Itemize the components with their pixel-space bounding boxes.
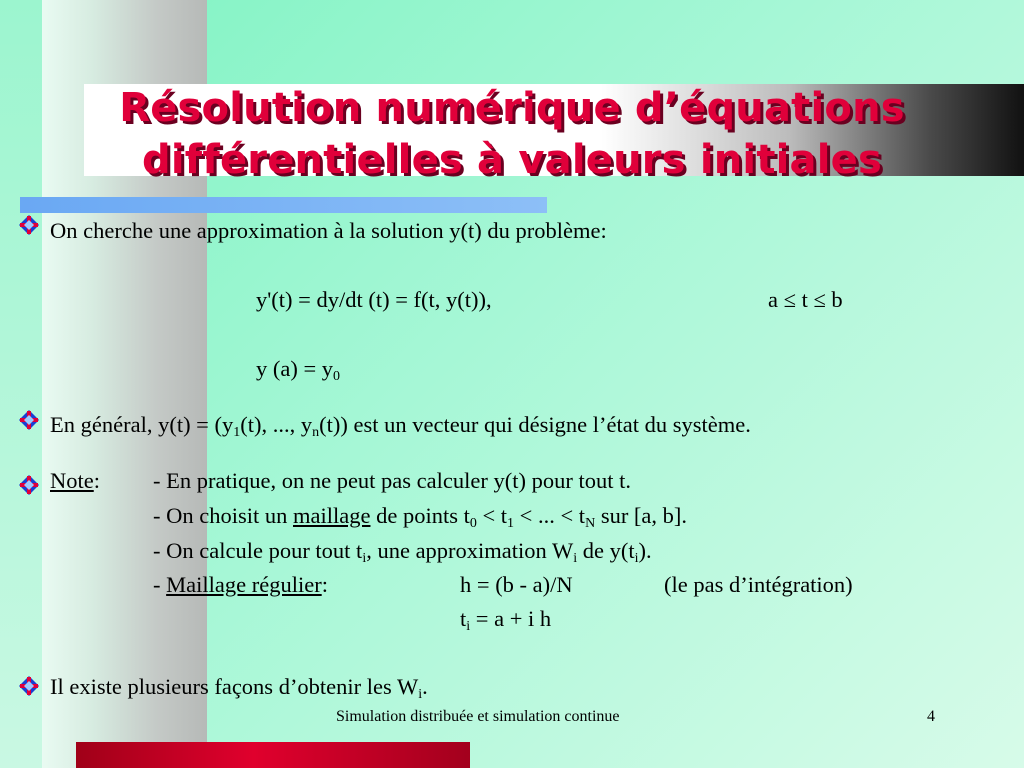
note-line-2-subscript-0: 0 (469, 516, 477, 531)
diamond-cross-bullet-icon (18, 474, 40, 496)
bullet-4-part-2: . (422, 674, 428, 699)
slide-title-line-1: Résolution numérique d’équations (119, 85, 905, 131)
note-line-2-part-a: - On choisit un (153, 503, 293, 528)
note-line-2-part-c: < t (476, 503, 508, 528)
slide-title (0, 82, 1024, 186)
note-line-3-subscript-i-3: i (634, 551, 639, 566)
bullet-2-part-2: (t), ..., y (240, 412, 313, 437)
bullet-2-part-1: En général, y(t) = (y (50, 412, 234, 437)
note-line-4-note: (le pas d’intégration) (664, 572, 853, 597)
note-line-5 (460, 604, 551, 634)
footer-label: Simulation distribuée et simulation continue (336, 708, 620, 725)
bullet-4-part-1: Il existe plusieurs façons d’obtenir les W (50, 674, 419, 699)
note-line-3-subscript-i-2: i (573, 551, 578, 566)
equation-range: a ≤ t ≤ b (768, 287, 843, 312)
diamond-cross-bullet-icon (18, 409, 40, 431)
note-label-colon: : (93, 468, 101, 493)
note-line-2-subscript-n: N (585, 516, 596, 531)
note-line-1: - En pratique, on ne peut pas calculer y(t) pour tout t. (153, 468, 631, 493)
diamond-cross-bullet-icon (18, 675, 40, 697)
bullet-1-text: On cherche une approximation à la solution y(t) du problème: (50, 218, 607, 243)
equation-ode: y'(t) = dy/dt (t) = f(t, y(t)), (256, 287, 492, 312)
note-line-2-part-b: de points t (370, 503, 470, 528)
equation-initial-subscript: 0 (333, 369, 341, 384)
equation-initial (256, 354, 340, 384)
note-line-3-part-c: de y(t (577, 538, 635, 563)
note-line-4-label (153, 570, 328, 600)
note-line-4-dash: - (153, 572, 167, 597)
red-accent-bar (76, 742, 470, 768)
blue-accent-line (20, 197, 547, 213)
note-line-4-colon: : (321, 572, 328, 597)
note-line-2-part-e: sur [a, b]. (595, 503, 688, 528)
bullet-2-subscript-1: 1 (233, 425, 241, 440)
slide-title-line-2: différentielles à valeurs initiales (142, 137, 882, 183)
bullet-2-subscript-n: n (312, 425, 320, 440)
note-label (50, 466, 100, 496)
note-line-5-part-b: = a + i h (470, 606, 552, 631)
note-line-3-subscript-i: i (362, 551, 367, 566)
note-line-3 (153, 536, 652, 566)
note-line-2-underlined: maillage (293, 503, 371, 528)
note-line-3-part-b: , une approximation W (366, 538, 574, 563)
note-line-2-part-d: < ... < t (514, 503, 586, 528)
note-line-4-underlined: Maillage régulier (166, 572, 322, 597)
note-line-3-part-a: - On calcule pour tout t (153, 538, 363, 563)
page-number: 4 (927, 708, 935, 725)
bullet-4-subscript-i: i (418, 687, 423, 702)
note-line-2-subscript-1: 1 (507, 516, 515, 531)
note-line-5-part-a: t (460, 606, 467, 631)
bullet-4-text (50, 672, 428, 702)
bullet-2-part-3: (t)) est un vecteur qui désigne l’état du système. (319, 412, 751, 437)
note-line-5-subscript-i: i (466, 619, 471, 634)
equation-initial-left: y (a) = y (256, 356, 334, 381)
note-label-word: Note (50, 468, 94, 493)
diamond-cross-bullet-icon (18, 214, 40, 236)
bullet-2-text (50, 410, 751, 440)
note-line-4-formula: h = (b - a)/N (460, 572, 573, 597)
note-line-3-part-d: ). (638, 538, 652, 563)
note-line-2 (153, 501, 687, 531)
